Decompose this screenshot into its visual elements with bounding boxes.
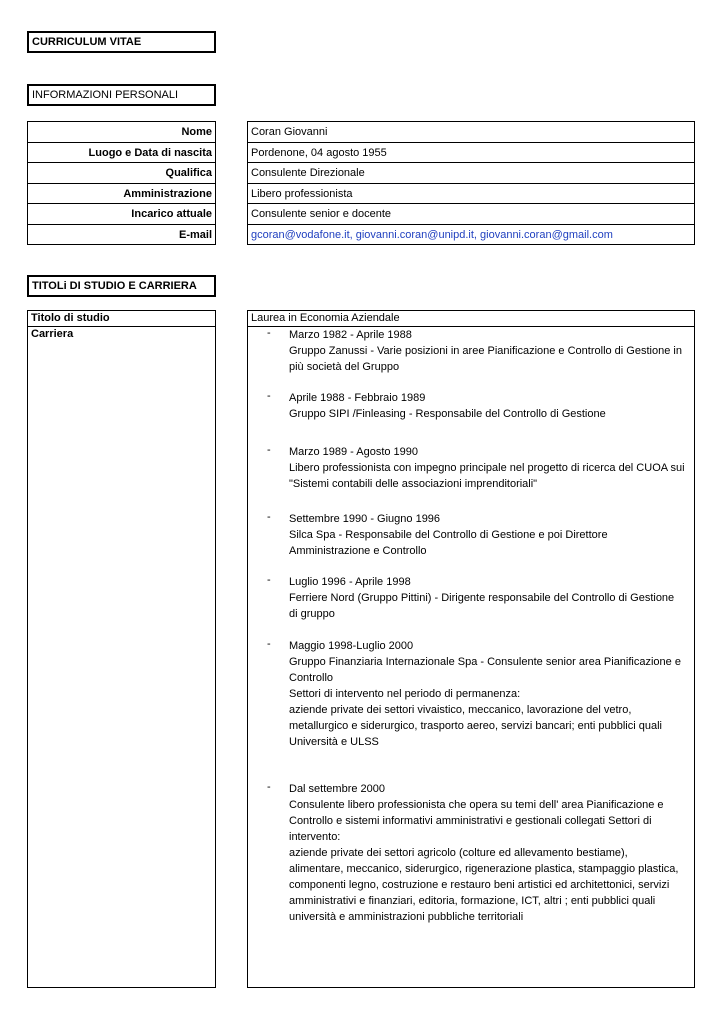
desc-line: Controllo e sistemi informativi amministrativi e gestionali collegati Settori di	[289, 815, 652, 827]
entry-dash: -	[267, 511, 271, 523]
entry-dash: -	[267, 781, 271, 793]
entry-desc	[289, 590, 686, 622]
entry-period: Marzo 1982 - Aprile 1988	[289, 329, 412, 341]
career-labels	[27, 310, 216, 988]
value-luogo-data: Pordenone, 04 agosto 1955	[248, 143, 694, 164]
personal-labels	[27, 121, 216, 245]
value-amministrazione: Libero professionista	[248, 184, 694, 205]
desc-line: aziende private dei settori agricolo (colture ed allevamento bestiame),	[289, 847, 628, 859]
career-entry	[248, 327, 694, 375]
desc-line: Università e ULSS	[289, 736, 379, 748]
entry-desc	[289, 406, 686, 422]
desc-line: Libero professionista con impegno principale nel progetto di ricerca del CUOA sui	[289, 462, 685, 474]
desc-line: Gruppo SIPI /Finleasing - Responsabile del Controllo di Gestione	[289, 408, 606, 420]
entry-period: Dal settembre 2000	[289, 783, 385, 795]
entry-dash: -	[267, 574, 271, 586]
study-label: Titolo di studio	[28, 311, 215, 327]
career-label: Carriera	[31, 328, 74, 340]
value-incarico: Consulente senior e docente	[248, 204, 694, 225]
career-entry	[248, 390, 694, 422]
desc-line: Gruppo Zanussi - Varie posizioni in aree Pianificazione e Controllo di Gestione in	[289, 345, 682, 357]
desc-line: Amministrazione e Controllo	[289, 545, 427, 557]
desc-line: metallurgico e siderurgico, trasporto aereo, servizi bancari; enti pubblici quali	[289, 720, 662, 732]
desc-line: di gruppo	[289, 608, 335, 620]
entry-dash: -	[267, 390, 271, 402]
desc-line: Controllo	[289, 672, 334, 684]
label-email: E-mail	[178, 228, 212, 241]
value-nome: Coran Giovanni	[248, 122, 694, 143]
desc-line: intervento:	[289, 831, 341, 843]
career-entry	[248, 511, 694, 559]
entry-desc	[289, 343, 686, 375]
entry-desc	[289, 460, 686, 492]
value-email-link[interactable]: gcoran@vodafone.it, giovanni.coran@unipd.it, giovanni.coran@gmail.com	[251, 228, 613, 241]
label-qualifica: Qualifica	[28, 163, 215, 184]
entry-dash: -	[267, 444, 271, 456]
career-entry	[248, 781, 694, 925]
entry-period: Marzo 1989 - Agosto 1990	[289, 446, 419, 458]
label-amministrazione: Amministrazione	[28, 184, 215, 205]
career-header: TITOLi DI STUDIO E CARRIERA	[27, 275, 216, 297]
desc-line: "Sistemi contabili delle associazioni imprenditoriali"	[289, 478, 538, 490]
desc-line: componenti legno, costruzione e restauro beni artistici ed architettonici, servizi	[289, 879, 670, 891]
entry-period: Aprile 1988 - Febbraio 1989	[289, 392, 426, 404]
desc-line: amministrativi e finanziari, editoria, formazione, ICT, altri ; enti pubblici quali	[289, 895, 656, 907]
entry-period: Settembre 1990 - Giugno 1996	[289, 513, 441, 525]
entry-desc	[289, 654, 686, 750]
desc-line: aziende private dei settori vivaistico, meccanico, lavorazione del vetro,	[289, 704, 632, 716]
desc-line: Ferriere Nord (Gruppo Pittini) - Dirigente responsabile del Controllo di Gestione	[289, 592, 675, 604]
entry-desc	[289, 527, 686, 559]
entry-desc	[289, 797, 686, 925]
entry-period: Luglio 1996 - Aprile 1998	[289, 576, 411, 588]
personal-info-header: INFORMAZIONI PERSONALI	[27, 84, 216, 106]
personal-values	[247, 121, 695, 245]
study-value: Laurea in Economia Aziendale	[248, 311, 694, 327]
desc-line: Gruppo Finanziaria Internazionale Spa - Consulente senior area Pianificazione e	[289, 656, 681, 668]
career-entry	[248, 638, 694, 750]
entry-dash: -	[267, 638, 271, 650]
entry-period: Maggio 1998-Luglio 2000	[289, 640, 414, 652]
desc-line: Settori di intervento nel periodo di permanenza:	[289, 688, 521, 700]
desc-line: alimentare, meccanico, siderurgico, rigenerazione plastica, stampaggio plastica,	[289, 863, 679, 875]
career-entry	[248, 444, 694, 492]
label-incarico: Incarico attuale	[28, 204, 215, 225]
label-luogo-data: Luogo e Data di nascita	[28, 143, 215, 164]
desc-line: università e amministrazioni pubbliche territoriali	[289, 911, 524, 923]
label-nome: Nome	[28, 122, 215, 143]
entry-dash: -	[267, 327, 271, 339]
desc-line: Consulente libero professionista che opera su temi dell' area Pianificazione e	[289, 799, 664, 811]
cv-title: CURRICULUM VITAE	[27, 31, 216, 53]
desc-line: più società del Gruppo	[289, 361, 400, 373]
value-qualifica: Consulente Direzionale	[248, 163, 694, 184]
desc-line: Silca Spa - Responsabile del Controllo di Gestione e poi Direttore	[289, 529, 608, 541]
career-entry	[248, 574, 694, 622]
career-details	[247, 310, 695, 988]
